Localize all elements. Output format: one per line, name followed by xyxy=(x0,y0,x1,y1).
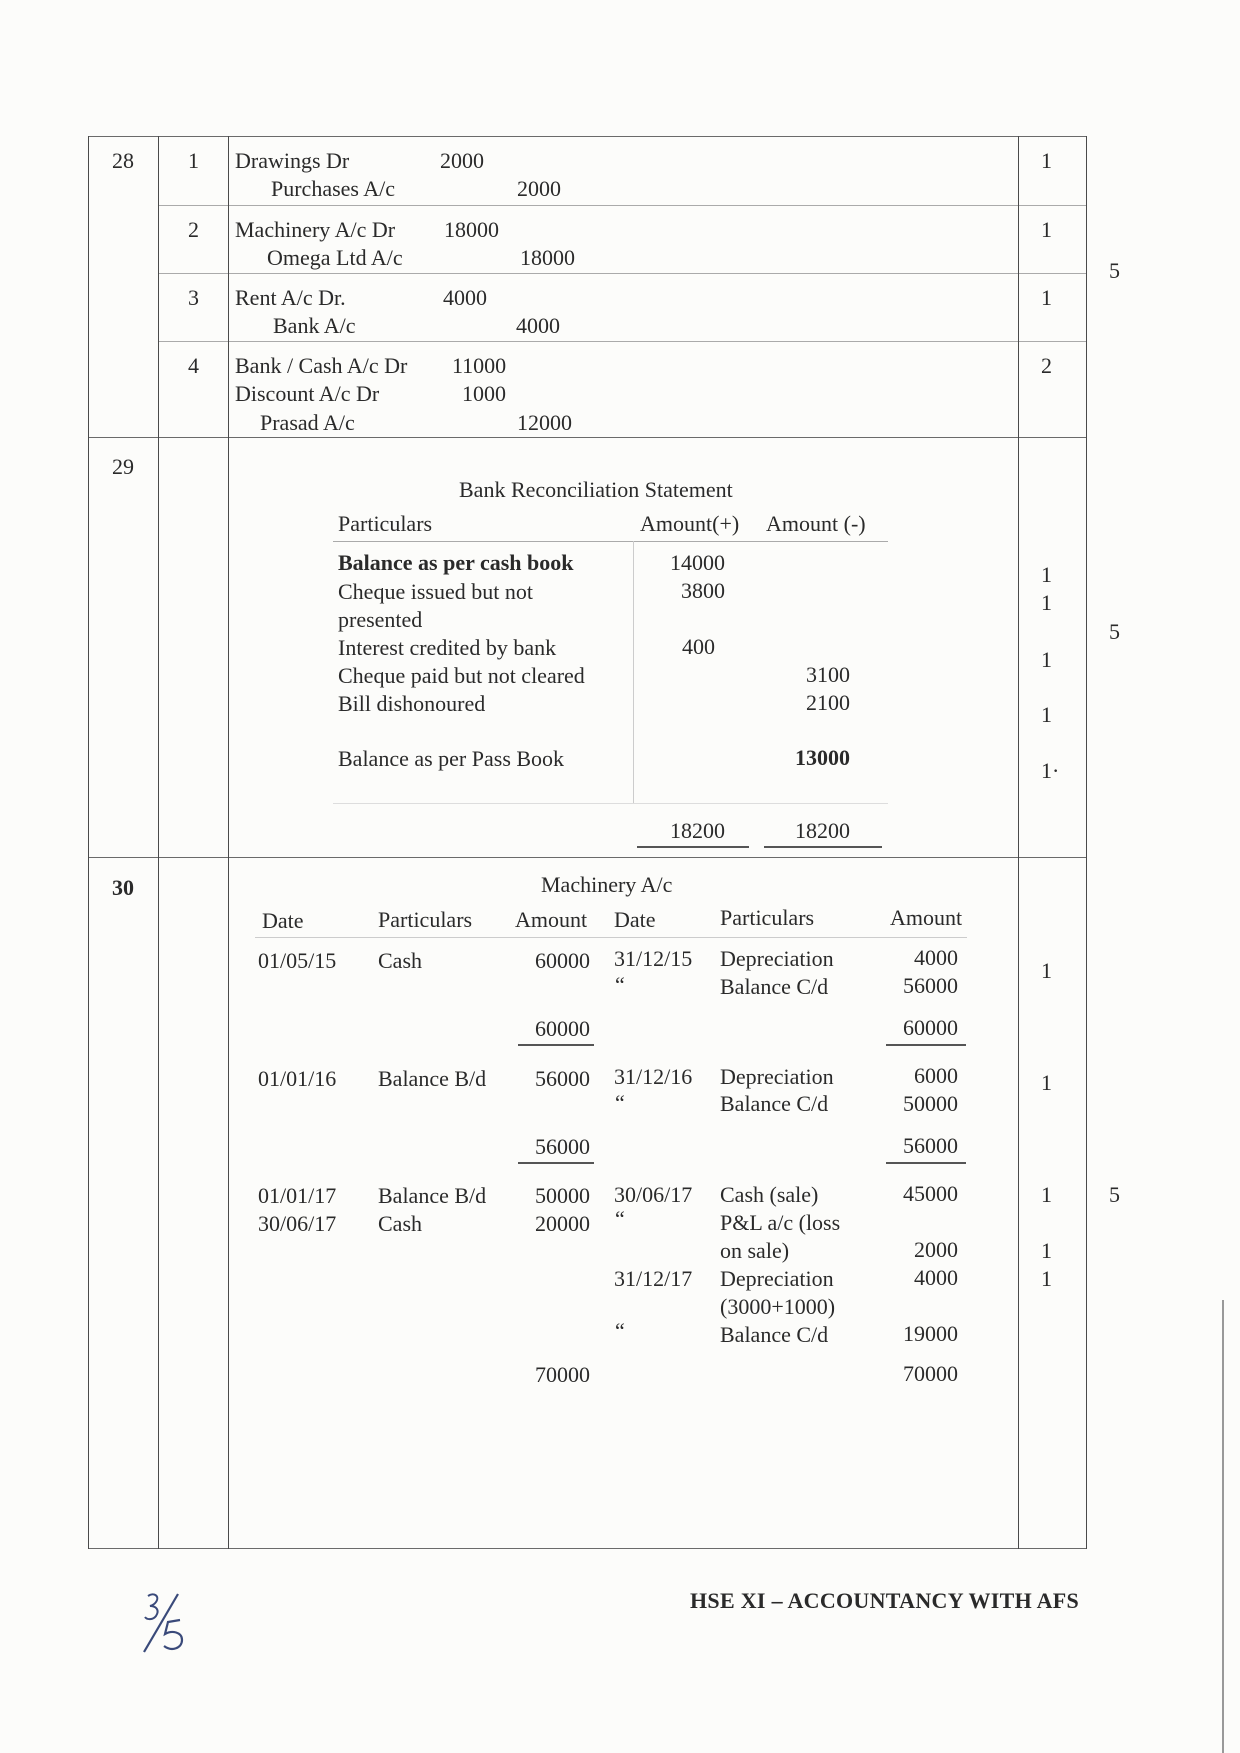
brs-amount-minus: 3100 xyxy=(806,662,850,687)
statement-title: Bank Reconciliation Statement xyxy=(459,477,733,502)
ledger-header-rule xyxy=(255,937,967,938)
total-marks: 5 xyxy=(1109,619,1120,644)
row-divider-29-30 xyxy=(88,857,1087,858)
ledger-total-underline xyxy=(518,1044,594,1046)
footer-subject: HSE XI – ACCOUNTANCY WITH AFS xyxy=(690,1588,1080,1613)
sub-question-number: 2 xyxy=(188,217,199,242)
ledger-amount: 56000 xyxy=(535,1066,590,1091)
mark-value: 1 xyxy=(1041,702,1052,727)
journal-debit-account: Bank / Cash A/c Dr xyxy=(235,353,408,378)
ledger-total-credit: 56000 xyxy=(903,1133,958,1158)
journal-debit-amount: 2000 xyxy=(440,148,484,173)
journal-debit-account: Discount A/c Dr xyxy=(235,381,380,406)
journal-credit-account: Omega Ltd A/c xyxy=(267,245,403,270)
row-divider-28-29 xyxy=(88,437,1087,438)
journal-credit-account: Prasad A/c xyxy=(260,410,355,435)
col-border-qno xyxy=(158,136,159,1549)
ledger-amount: 19000 xyxy=(903,1321,958,1346)
mark-value: 1 xyxy=(1041,958,1052,983)
mark-value: 1· xyxy=(1041,758,1060,783)
sub-question-number: 4 xyxy=(188,353,199,378)
ledger-total-credit: 60000 xyxy=(903,1015,958,1040)
journal-credit-amount: 12000 xyxy=(517,410,572,435)
column-header-particulars: Particulars xyxy=(378,907,473,932)
ledger-date: 31/12/16 xyxy=(614,1064,693,1089)
ditto-mark: “ xyxy=(615,1090,625,1115)
ledger-particulars: Depreciation xyxy=(720,1064,834,1089)
ledger-particulars: Cash (sale) xyxy=(720,1182,819,1207)
brs-amount-plus: 3800 xyxy=(681,578,725,603)
table-top-border xyxy=(88,136,1087,137)
mark-value: 1 xyxy=(1041,285,1052,310)
sub-question-number: 1 xyxy=(188,148,199,173)
mark-value: 1 xyxy=(1041,217,1052,242)
brs-total-underline xyxy=(637,846,749,848)
col-border-right xyxy=(1086,136,1087,1549)
ledger-particulars: Cash xyxy=(378,948,422,973)
journal-debit-account: Rent A/c Dr. xyxy=(235,285,346,310)
sub-question-number: 3 xyxy=(188,285,199,310)
brs-amount-plus: 14000 xyxy=(670,550,725,575)
mark-value: 2 xyxy=(1041,353,1052,378)
journal-debit-amount: 1000 xyxy=(462,381,506,406)
ledger-date: 31/12/17 xyxy=(614,1266,693,1291)
journal-credit-account: Purchases A/c xyxy=(271,176,396,201)
column-header-amount-minus: Amount (-) xyxy=(766,511,866,536)
journal-debit-amount: 11000 xyxy=(452,353,507,378)
brs-row-label: Balance as per Pass Book xyxy=(338,746,565,771)
brs-amount-plus: 400 xyxy=(682,634,715,659)
journal-debit-account: Machinery A/c Dr xyxy=(235,217,396,242)
ledger-particulars: Balance C/d xyxy=(720,974,829,999)
mark-value: 1 xyxy=(1041,1070,1052,1095)
question-number: 29 xyxy=(112,454,134,479)
ledger-date: 01/01/16 xyxy=(258,1066,337,1091)
ledger-date: 30/06/17 xyxy=(614,1182,693,1207)
journal-credit-amount: 4000 xyxy=(516,313,560,338)
brs-row-label: Bill dishonoured xyxy=(338,691,486,716)
brs-total-plus: 18200 xyxy=(670,818,725,843)
brs-amount-minus: 2100 xyxy=(806,690,850,715)
ledger-particulars: Depreciation xyxy=(720,946,834,971)
ledger-date: 01/01/17 xyxy=(258,1183,337,1208)
ledger-amount: 45000 xyxy=(903,1181,958,1206)
ledger-amount: 20000 xyxy=(535,1211,590,1236)
ledger-date: 30/06/17 xyxy=(258,1211,337,1236)
ledger-amount: 56000 xyxy=(903,973,958,998)
mark-value: 1 xyxy=(1041,647,1052,672)
column-header-amount-credit: Amount xyxy=(890,905,963,930)
brs-row-label: Interest credited by bank xyxy=(338,635,557,660)
ledger-particulars: Cash xyxy=(378,1211,422,1236)
ledger-particulars: Balance B/d xyxy=(378,1183,487,1208)
ledger-total-debit: 56000 xyxy=(535,1134,590,1159)
mark-value: 1 xyxy=(1041,1238,1052,1263)
journal-credit-amount: 18000 xyxy=(520,245,575,270)
column-header-amount-plus: Amount(+) xyxy=(640,511,740,536)
journal-credit-account: Bank A/c xyxy=(273,313,356,338)
ledger-particulars: Balance C/d xyxy=(720,1322,829,1347)
col-border-sub xyxy=(228,136,229,1549)
ditto-mark: “ xyxy=(615,972,625,997)
brs-amount-minus: 13000 xyxy=(795,745,850,770)
journal-debit-account: Drawings Dr xyxy=(235,148,350,173)
journal-debit-amount: 4000 xyxy=(443,285,487,310)
ledger-total-debit: 70000 xyxy=(535,1362,590,1387)
ledger-particulars: Depreciation xyxy=(720,1266,834,1291)
brs-row-label: Cheque paid but not cleared xyxy=(338,663,585,688)
ledger-date: 31/12/15 xyxy=(614,946,693,971)
mark-value: 1 xyxy=(1041,590,1052,615)
ledger-total-underline xyxy=(518,1162,594,1164)
ledger-total-debit: 60000 xyxy=(535,1016,590,1041)
ledger-title: Machinery A/c xyxy=(541,872,673,897)
mark-value: 1 xyxy=(1041,562,1052,587)
mark-value: 1 xyxy=(1041,148,1052,173)
ledger-total-underline xyxy=(886,1162,966,1164)
col-border-left xyxy=(88,136,89,1549)
question-number: 28 xyxy=(112,148,134,173)
brs-row-label: presented xyxy=(338,607,423,632)
ledger-particulars: Balance C/d xyxy=(720,1091,829,1116)
column-header-particulars-credit: Particulars xyxy=(720,905,815,930)
col-border-mark xyxy=(1018,136,1019,1549)
brs-row-label: Balance as per cash book xyxy=(338,550,574,575)
ledger-amount: 60000 xyxy=(535,948,590,973)
journal-credit-amount: 2000 xyxy=(517,176,561,201)
journal-debit-amount: 18000 xyxy=(444,217,499,242)
brs-bottom-rule xyxy=(333,803,888,804)
ledger-particulars: Balance B/d xyxy=(378,1066,487,1091)
ledger-particulars: on sale) xyxy=(720,1238,790,1263)
ledger-amount: 50000 xyxy=(903,1091,958,1116)
ledger-total-credit: 70000 xyxy=(903,1361,958,1386)
ledger-particulars: (3000+1000) xyxy=(720,1294,836,1319)
brs-header-rule xyxy=(333,541,888,542)
mark-value: 1 xyxy=(1041,1266,1052,1291)
table-bottom-border xyxy=(88,1548,1087,1549)
q28-sub-divider xyxy=(158,205,1087,206)
column-header-particulars: Particulars xyxy=(338,511,433,536)
ledger-total-underline xyxy=(886,1044,966,1046)
ledger-amount: 6000 xyxy=(914,1063,958,1088)
brs-row-label: Cheque issued but not xyxy=(338,579,533,604)
ledger-particulars: P&L a/c (loss xyxy=(720,1210,841,1235)
ledger-amount: 4000 xyxy=(914,1265,958,1290)
scan-edge xyxy=(1222,1300,1224,1753)
q28-sub-divider xyxy=(158,273,1087,274)
ledger-amount: 4000 xyxy=(914,945,958,970)
total-marks: 5 xyxy=(1109,258,1120,283)
ledger-amount: 50000 xyxy=(535,1183,590,1208)
q28-sub-divider xyxy=(158,341,1087,342)
column-header-amount: Amount xyxy=(515,907,588,932)
brs-total-underline xyxy=(764,846,882,848)
brs-total-minus: 18200 xyxy=(795,818,850,843)
total-marks: 5 xyxy=(1109,1182,1120,1207)
ledger-amount: 2000 xyxy=(914,1237,958,1262)
question-number: 30 xyxy=(112,875,134,900)
handwritten-page-number xyxy=(130,1590,200,1660)
mark-value: 1 xyxy=(1041,1182,1052,1207)
ditto-mark: “ xyxy=(615,1318,625,1343)
ledger-date: 01/05/15 xyxy=(258,948,337,973)
column-header-date: Date xyxy=(262,908,304,933)
column-header-date-credit: Date xyxy=(614,907,656,932)
ditto-mark: “ xyxy=(615,1206,625,1231)
